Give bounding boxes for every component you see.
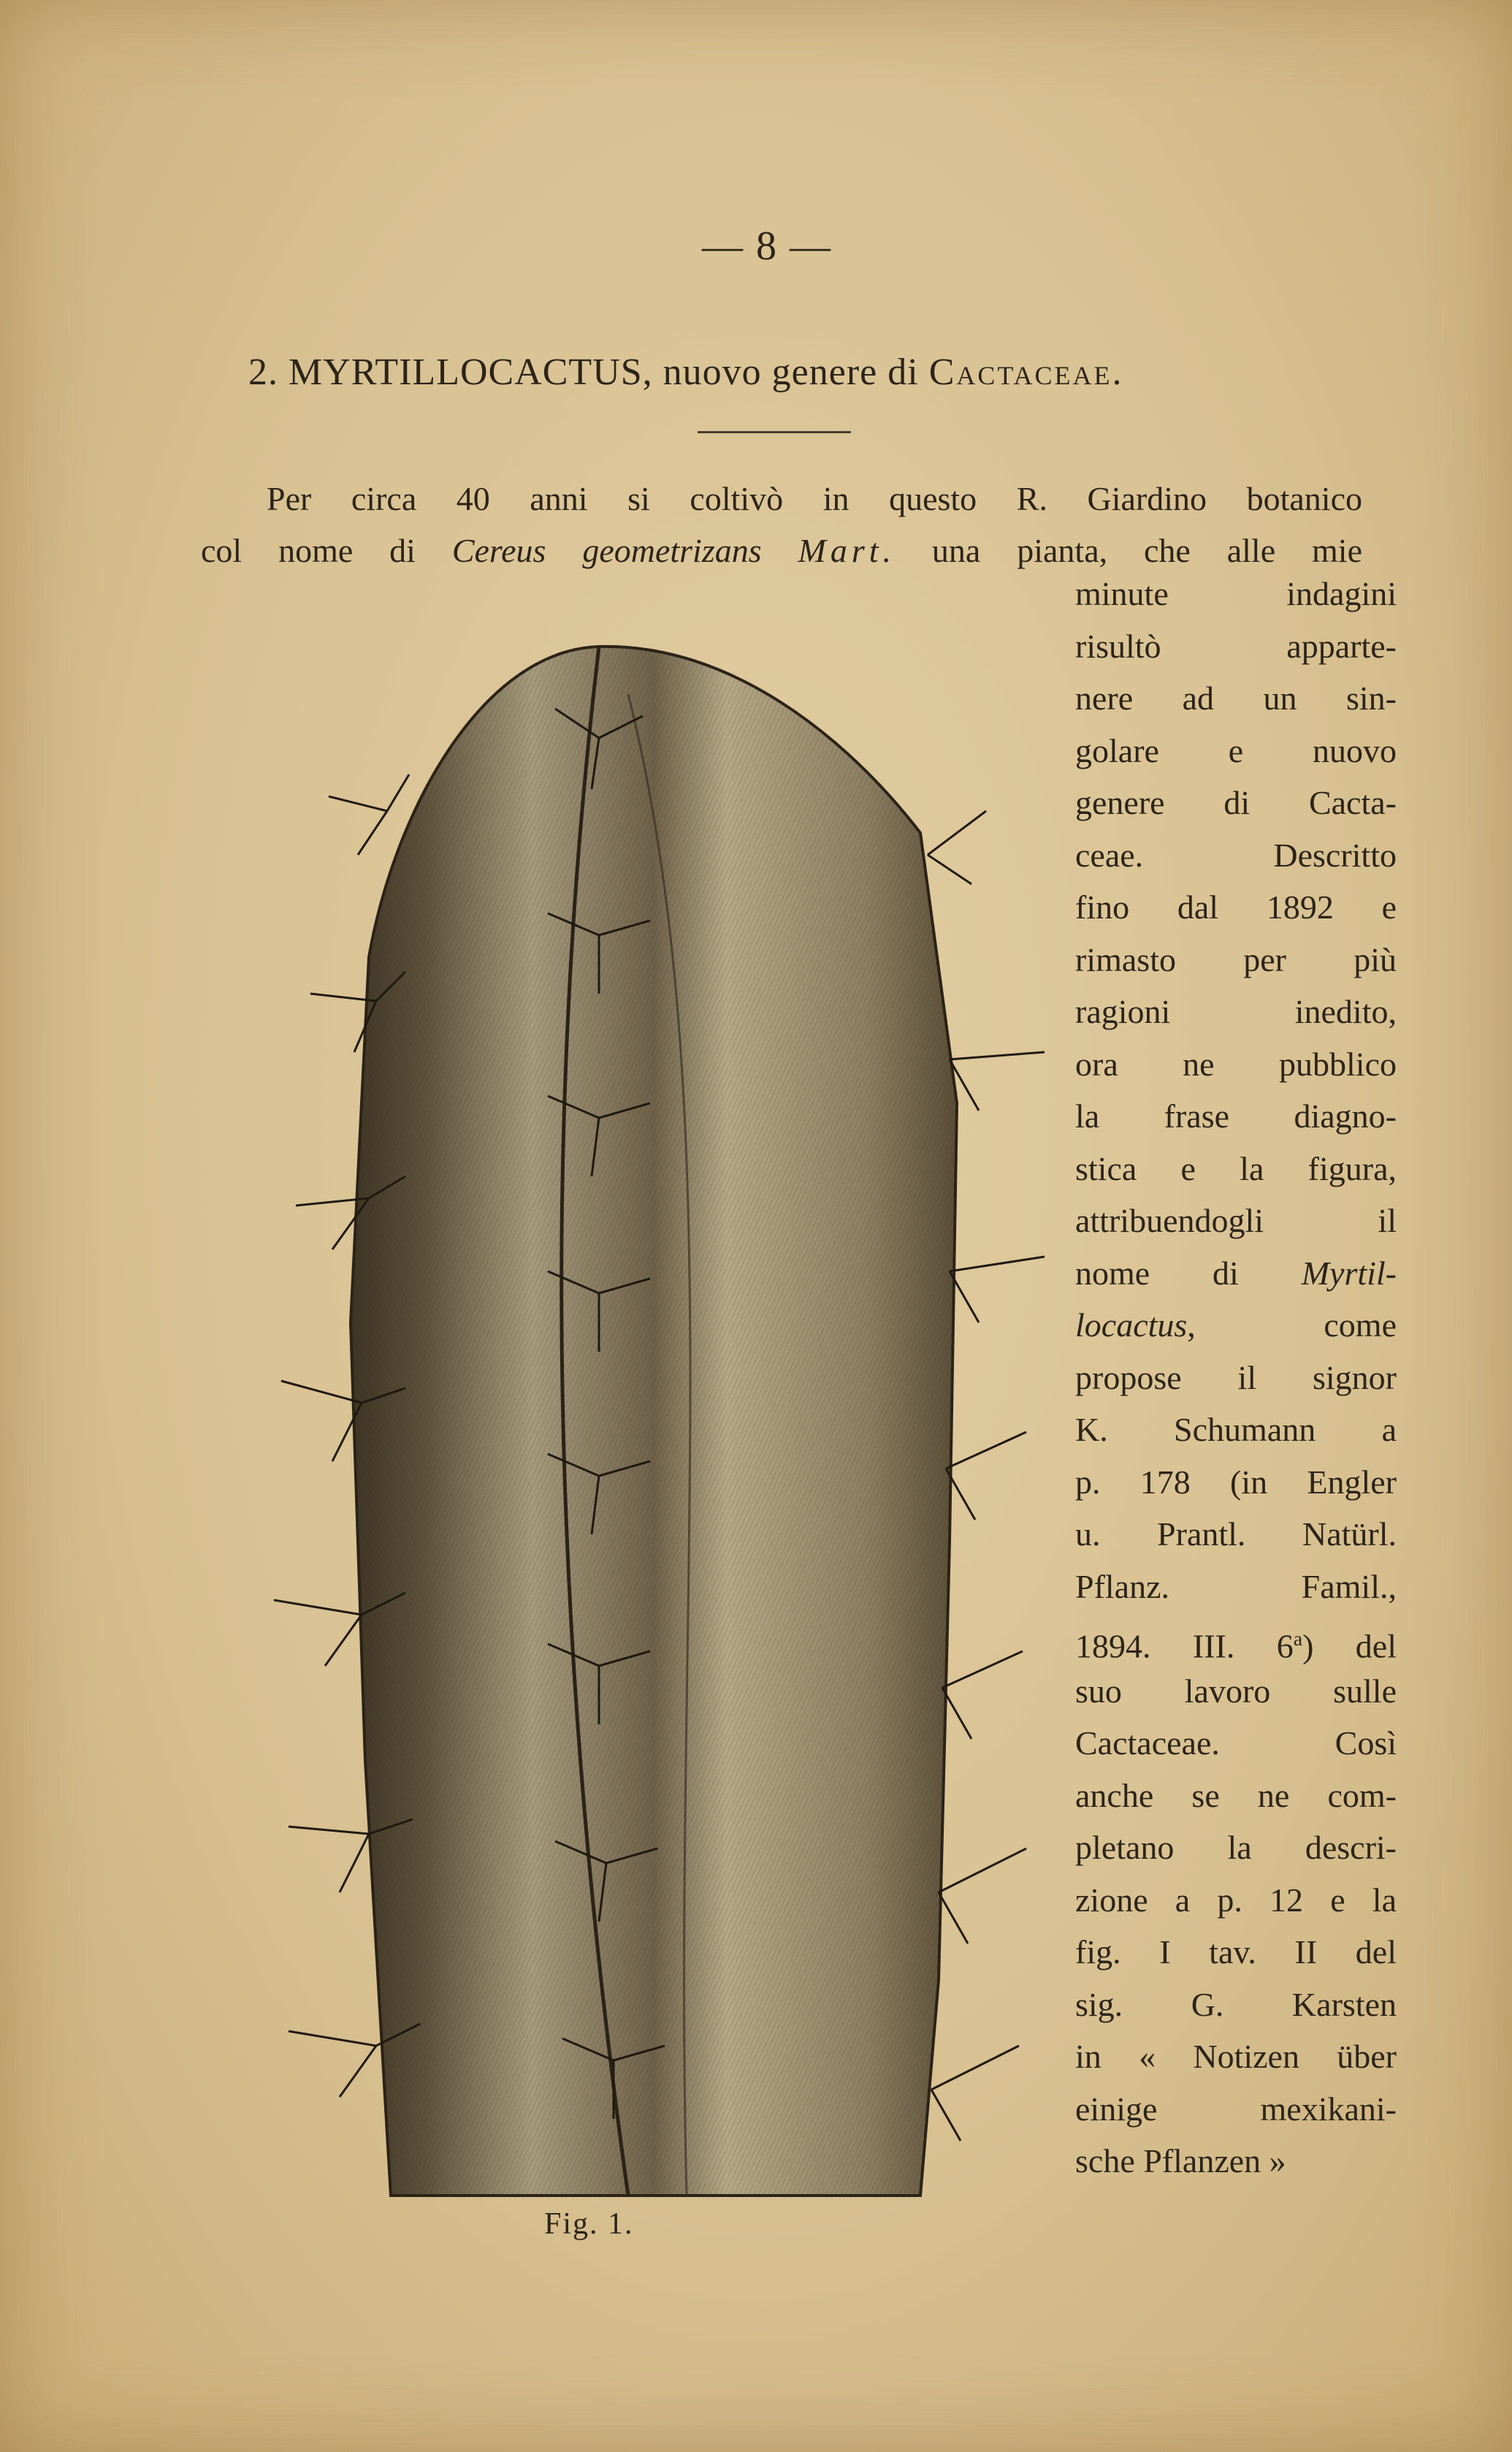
side-line: suo lavoro sulle [1075,1672,1397,1710]
side-line: rimasto per più [1075,940,1397,978]
side-line: attribuendogli il [1075,1202,1397,1239]
side-line: in « Notizen über [1075,2038,1397,2075]
side-line: ceae. Descritto [1075,836,1397,874]
side-line: la frase diagno- [1075,1097,1397,1135]
side-line: risultò apparte- [1075,627,1397,665]
side-line: anche se ne com- [1075,1776,1397,1814]
side-line: ora ne pubblico [1075,1045,1397,1083]
side-line: locactus, come [1075,1306,1397,1344]
side-line: fino dal 1892 e [1075,888,1397,926]
side-line: genere di Cacta- [1075,784,1397,821]
side-line: minute indagini [1075,575,1397,612]
title-phrase: nuovo genere di [663,351,919,393]
side-line: pletano la descri- [1075,1829,1397,1866]
cactus-illustration [219,592,1059,2203]
side-line: ragioni inedito, [1075,993,1397,1030]
side-line: 1894. III. 6$^a$) del [1075,1627,1397,1665]
cactus-stem [351,647,957,2196]
side-line: fig. I tav. II del [1075,1933,1397,1971]
family-name: Cactaceae. [928,351,1124,393]
side-line: Pflanz. Famil., [1075,1567,1397,1605]
side-line: p. 178 (in Engler [1075,1463,1397,1501]
side-line: sche Pflanzen » [1075,2142,1286,2179]
side-line: stica e la figura, [1075,1149,1397,1187]
intro-line-1: Per circa 40 anni si coltivò in questo R. Giardino botanico [267,480,1362,517]
side-line: Cactaceae. Così [1075,1724,1397,1762]
side-column-text [1075,568,1397,2188]
side-line: nere ad un sin- [1075,679,1397,717]
side-line: nome di Myrtil- [1075,1254,1397,1292]
section-title [248,351,1359,394]
section-number: 2. [248,351,278,393]
side-line: einige mexikani- [1075,2090,1397,2128]
title-rule [698,431,851,433]
side-line: K. Schumann a [1075,1411,1397,1448]
genus-name: MYRTILLOCACTUS, [289,351,653,393]
side-line: u. Prantl. Natürl. [1075,1515,1397,1553]
side-line: zione a p. 12 e la [1075,1881,1397,1919]
page-number: — 8 — [702,224,832,269]
intro-line-2: col nome di Cereus geometrizans Mart. una pianta, che alle mie [201,532,1362,569]
side-line: sig. G. Karsten [1075,1985,1397,2023]
figure-caption: Fig. 1. [544,2207,634,2241]
side-line: golare e nuovo [1075,731,1397,769]
side-line: propose il signor [1075,1358,1397,1396]
